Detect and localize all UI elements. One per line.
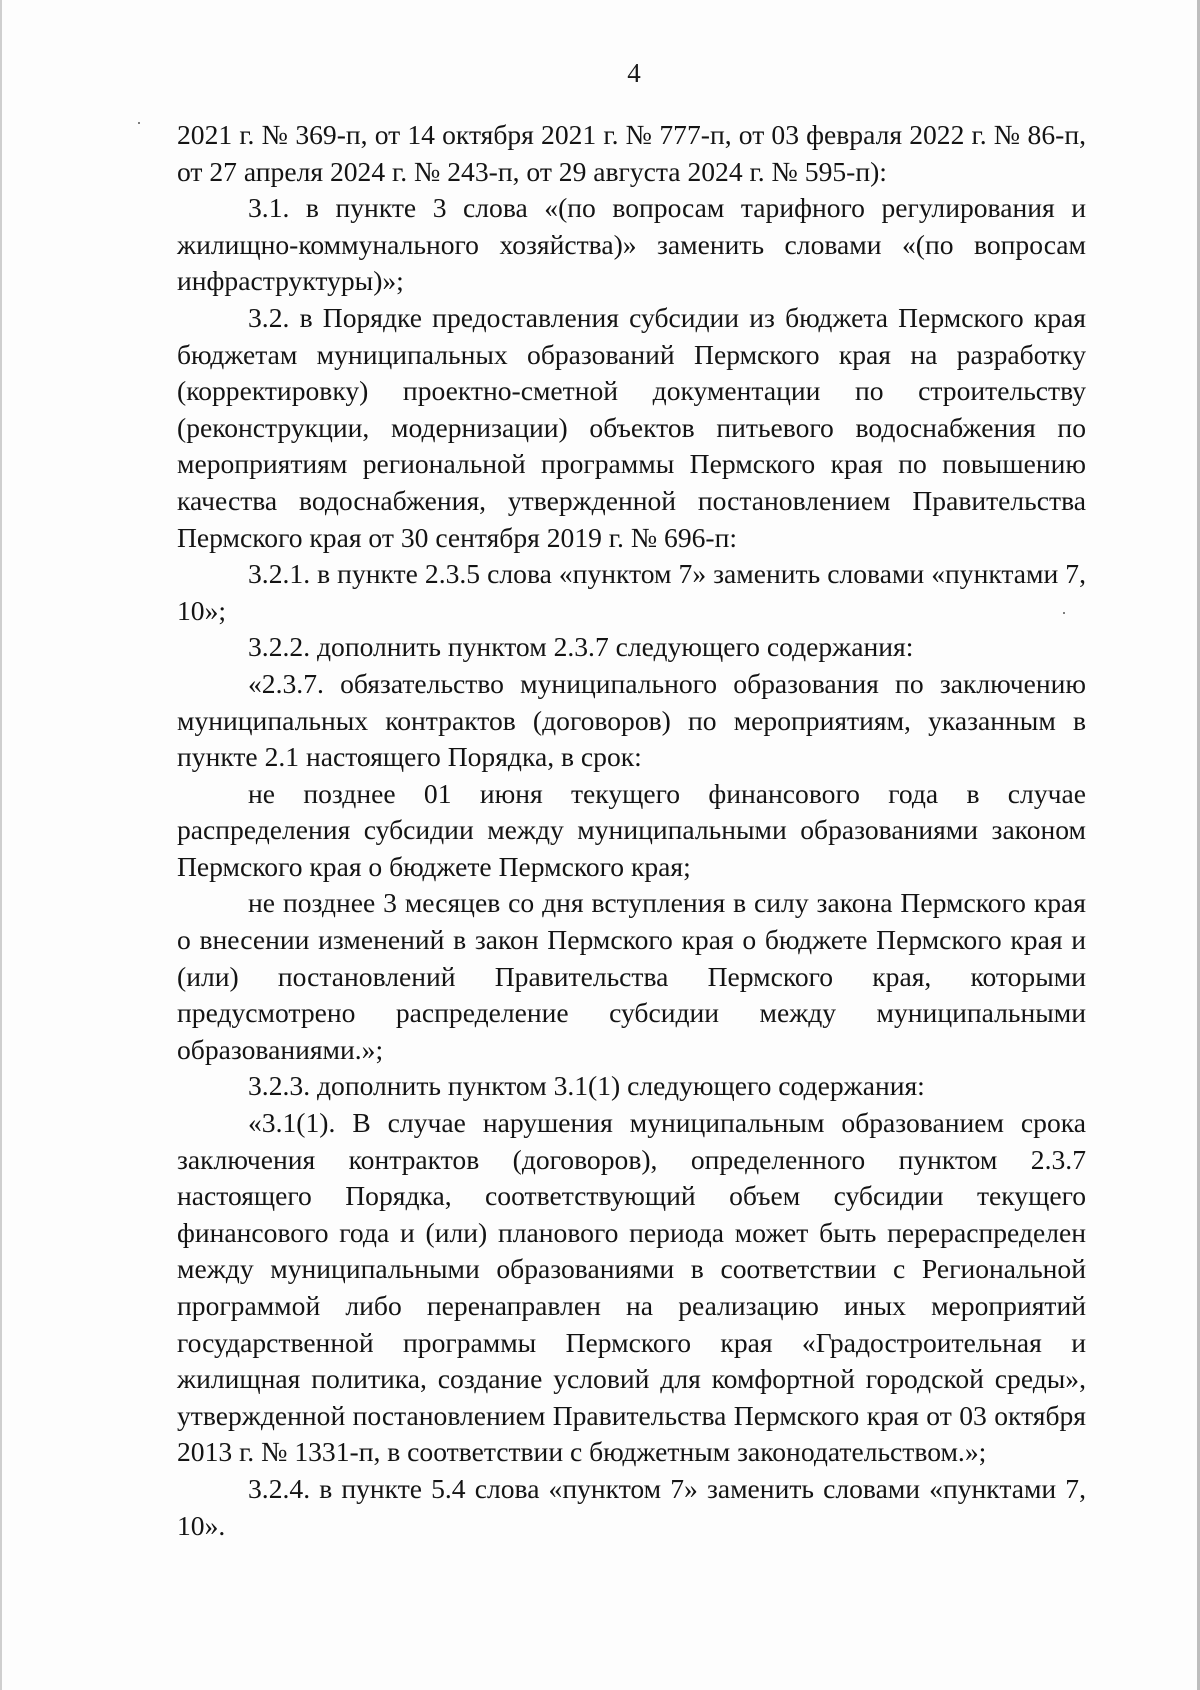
paragraph: «3.1(1). В случае нарушения муниципальным образованием срока заключения контрактов (договоров), определенного пунктом 2.3.7 настоящего Порядка, соответствующий объем субсидии текущего финансового года и (или) планового периода может быть перераспределен между муниципальными образованиями в соответствии с Региональной программой либо перенаправлен на реализацию иных мероприятий государственной программы Пермского края «Градостроительная и жилищная политика, создание условий для комфортной городской среды», утвержденной постановлением Правительства Пермского края от 03 октября 2013 г. № 1331-п, в соответствии с бюджетным законодательством.»; (177, 1107, 1086, 1468)
paragraph: «2.3.7. обязательство муниципального образования по заключению муниципальных контрактов (договоров) по мероприятиям, указанным в пункте 2.1 настоящего Порядка, в срок: (177, 667, 1086, 773)
scan-edge-left (0, 0, 2, 1690)
paragraph: 3.2.1. в пункте 2.3.5 слова «пунктом 7» заменить словами «пунктами 7, 10»; (177, 558, 1086, 626)
paragraph: 3.1. в пункте 3 слова «(по вопросам тарифного регулирования и жилищно-коммунального хозяйства)» заменить словами «(по вопросам инфраструктуры)»; (177, 192, 1086, 297)
paragraph: 2021 г. № 369-п, от 14 октября 2021 г. № 777-п, от 03 февраля 2022 г. № 86-п, от 27 апреля 2024 г. № 243-п, от 29 августа 2024 г. № 595-п): (177, 119, 1086, 187)
paragraph: не позднее 3 месяцев со дня вступления в силу закона Пермского края о внесении изменений в закон Пермского края о бюджете Пермского края и (или) постановлений Правительства Пермского края, которыми предусмотрено распределение субсидии между муниципальными образованиями.»; (177, 887, 1086, 1065)
paragraph: 3.2.2. дополнить пунктом 2.3.7 следующего содержания: (248, 631, 914, 663)
document-body (177, 117, 1086, 1544)
paragraph: 3.2.3. дополнить пунктом 3.1(1) следующего содержания: (248, 1070, 925, 1102)
paragraph: 3.2. в Порядке предоставления субсидии из бюджета Пермского края бюджетам муниципальных образований Пермского края на разработку (корректировку) проектно-сметной документации по строительству (реконструкции, модернизации) объектов питьевого водоснабжения по мероприятиям региональной программы Пермского края по повышению качества водоснабжения, утвержденной постановлением Правительства Пермского края от 30 сентября 2019 г. № 696-п: (177, 301, 1086, 553)
page-number: 4 (627, 58, 641, 88)
paragraph: не позднее 01 июня текущего финансового года в случае распределения субсидии между муниципальными образованиями законом Пермского края о бюджете Пермского края; (177, 777, 1086, 882)
scan-speck (138, 122, 140, 124)
paragraph: 3.2.4. в пункте 5.4 слова «пунктом 7» заменить словами «пунктами 7, 10». (177, 1472, 1086, 1541)
